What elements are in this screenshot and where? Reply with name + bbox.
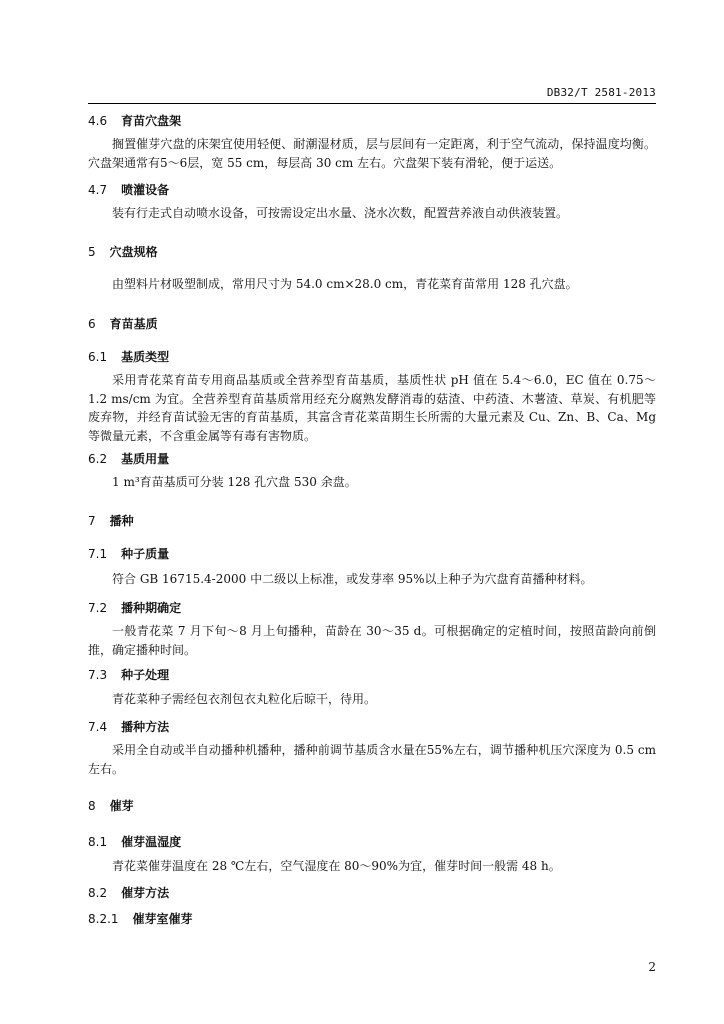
section-number: 4.6 [88, 114, 108, 128]
paragraph-7-4: 采用全自动或半自动播种机播种，播种前调节基质含水量在55%左右，调节播种机压穴深度为 0.5 cm 左右。 [88, 743, 656, 776]
section-heading-6 [88, 315, 158, 332]
paragraph-6-1: 采用青花菜育苗专用商品基质或全营养型育苗基质，基质性状 pH 值在 5.4～6.0，EC 值在 0.75～1.2 ms/cm 为宜。全营养型育苗基质常用经充分腐熟发酵消毒的菇渣、中药渣、木薯渣、草炭、有机肥等废弃物，并经育苗试验无害的育苗基质，其富含青花菜苗期生长所需的大量元素及 Cu、Zn、B、Ca、Mg 等微量元素，不含重金属等有毒有害物质。 [88, 373, 656, 443]
section-title: 基质类型 [121, 350, 170, 364]
section-number: 8 [88, 799, 96, 813]
section-number: 7.3 [88, 668, 108, 682]
section-heading-7-3 [88, 666, 169, 683]
section-title: 穴盘规格 [109, 245, 158, 259]
section-number: 6.1 [88, 350, 108, 364]
paragraph-6-2: 1 m³育苗基质可分装 128 孔穴盘 530 余盘。 [112, 475, 357, 489]
section-title: 种子处理 [121, 668, 170, 682]
section-title: 播种期确定 [121, 601, 182, 615]
section-number: 7 [88, 514, 96, 528]
section-title: 育苗基质 [109, 317, 158, 331]
paragraph-7-1: 符合 GB 16715.4-2000 中二级以上标准，或发芽率 95%以上种子为穴盘育苗播种材料。 [112, 572, 593, 586]
section-heading-7-2 [88, 599, 181, 616]
section-title: 播种 [109, 514, 134, 528]
section-title: 喷灌设备 [121, 183, 170, 197]
paragraph-5: 由塑料片材吸塑制成，常用尺寸为 54.0 cm×28.0 cm，青花菜育苗常用 128 孔穴盘。 [112, 277, 578, 291]
section-number: 5 [88, 245, 96, 259]
section-heading-7-4 [88, 718, 169, 735]
section-heading-5 [88, 243, 158, 260]
header-rule [88, 103, 656, 104]
page-number: 2 [648, 960, 656, 974]
paragraph-4-6: 搁置催芽穴盘的床架宜使用轻便、耐潮湿材质，层与层间有一定距离，利于空气流动，保持温度均衡。穴盘架通常有5～6层，宽 55 cm，每层高 30 cm 左右。穴盘架下装有滑轮，便于运送。 [88, 137, 656, 170]
section-heading-7 [88, 512, 134, 529]
section-number: 7.2 [88, 601, 108, 615]
paragraph-7-2: 一般青花菜 7 月下旬～8 月上旬播种，苗龄在 30～35 d。可根据确定的定植时间，按照苗龄向前倒推，确定播种时间。 [88, 624, 656, 657]
section-heading-8-1 [88, 833, 181, 850]
section-number: 6 [88, 317, 96, 331]
section-heading-7-1 [88, 545, 169, 562]
section-number: 7.4 [88, 720, 108, 734]
section-title: 育苗穴盘架 [121, 114, 182, 128]
section-number: 8.1 [88, 835, 108, 849]
section-heading-4-6 [88, 112, 181, 129]
section-title: 催芽 [109, 799, 134, 813]
section-title: 基质用量 [121, 452, 170, 466]
section-number: 6.2 [88, 452, 108, 466]
section-heading-8-2-1 [88, 910, 193, 927]
paragraph-8-1: 青花菜催芽温度在 28 ℃左右，空气湿度在 80～90%为宜，催芽时间一般需 48 h。 [112, 859, 561, 873]
section-number: 4.7 [88, 183, 108, 197]
section-number: 8.2 [88, 886, 108, 900]
paragraph-4-7: 装有行走式自动喷水设备，可按需设定出水量、浇水次数，配置营养液自动供液装置。 [112, 206, 569, 220]
section-heading-8 [88, 797, 134, 814]
section-number: 7.1 [88, 547, 108, 561]
section-title: 播种方法 [121, 720, 170, 734]
section-heading-6-2 [88, 450, 169, 467]
section-title: 种子质量 [121, 547, 170, 561]
section-heading-8-2 [88, 884, 169, 901]
section-number: 8.2.1 [88, 912, 119, 926]
section-heading-4-7 [88, 181, 169, 198]
section-title: 催芽温湿度 [121, 835, 182, 849]
document-code-header: DB32/T 2581-2013 [546, 86, 656, 99]
paragraph-7-3: 青花菜种子需经包衣剂包衣丸粒化后晾干，待用。 [112, 692, 377, 706]
section-title: 催芽方法 [121, 886, 170, 900]
section-heading-6-1 [88, 348, 169, 365]
section-title: 催芽室催芽 [132, 912, 193, 926]
